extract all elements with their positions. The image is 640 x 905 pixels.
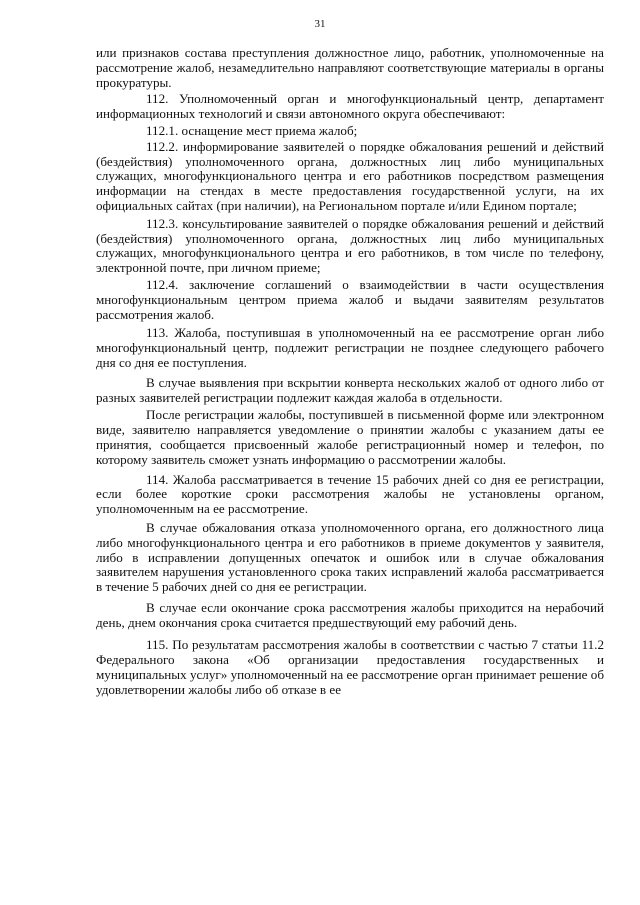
- paragraph-112-1: 112.1. оснащение мест приема жалоб;: [146, 122, 358, 138]
- paragraph-112-3: 112.3. консультирование заявителей о порядке обжалования решений и действий (бездействия) уполномоченного органа, должностных лиц либо муниципальных служащих, многофункционального центра и его работников, в том числе по телефону, электронной почте, при личном приеме;: [96, 215, 604, 276]
- paragraph-114: 114. Жалоба рассматривается в течение 15 рабочих дней со дня ее регистрации, если более короткие сроки рассмотрения жалобы не установлены органом, уполномоченным на ее рассмотрение.: [96, 471, 604, 517]
- page-number: 31: [314, 18, 326, 30]
- paragraph-113-notification: После регистрации жалобы, поступившей в письменной форме или электронном виде, заявителю направляется уведомление о принятии жалобы с указанием даты ее принятия, сообщается присвоенный жалобе регистрационный номер и телефон, по которому заявитель сможет узнать информацию о рассмотрении жалобы.: [96, 407, 604, 467]
- paragraph-114-nonworking-day: В случае если окончание срока рассмотрения жалобы приходится на нерабочий день, днем окончания срока считается предшествующий ему рабочий день.: [96, 599, 604, 630]
- paragraph-114-refusal: В случае обжалования отказа уполномоченного органа, его должностного лица либо многофункционального центра и его работников в приеме документов у заявителя, либо в исправлении допущенных опечаток и ошибок или в случае обжалования заявителем нарушения установленного срока таких исправлений жалоба рассматривается в течение 5 рабочих дней со дня ее регистрации.: [96, 519, 604, 595]
- paragraph-113: 113. Жалоба, поступившая в уполномоченный на ее рассмотрение орган либо многофункциональный центр, подлежит регистрации не позднее следующего рабочего дня со дня ее поступления.: [96, 325, 604, 370]
- document-body: [96, 46, 604, 698]
- paragraph-continuation: или признаков состава преступления должностное лицо, работник, уполномоченные на рассмотрение жалоб, незамедлительно направляют соответствующие материалы в органы прокуратуры.: [96, 45, 604, 90]
- paragraph-113-envelope: В случае выявления при вскрытии конверта нескольких жалоб от одного либо от разных заявителей регистрации подлежит каждая жалоба в отдельности.: [96, 374, 604, 405]
- paragraph-112-2: 112.2. информирование заявителей о порядке обжалования решений и действий (бездействия) уполномоченного органа, должностных лиц либо муниципальных служащих, многофункционального центра и его работников посредством размещения информации на стендах в месте предоставления государственной услуги, на их официальных сайтах (при наличии), на Региональном портале и/или Едином портале;: [96, 138, 604, 213]
- paragraph-112-4: 112.4. заключение соглашений о взаимодействии в части осуществления многофункциональным центром приема жалоб и выдачи заявителям результатов рассмотрения жалоб.: [96, 276, 604, 322]
- paragraph-112: 112. Уполномоченный орган и многофункциональный центр, департамент информационных технологий и связи автономного округа обеспечивают:: [96, 91, 604, 122]
- paragraph-115: 115. По результатам рассмотрения жалобы в соответствии с частью 7 статьи 11.2 Федерального закона «Об организации предоставления государственных и муниципальных услуг» уполномоченный на ее рассмотрение орган принимает решение об удовлетворении жалобы либо об отказе в ее: [96, 637, 604, 697]
